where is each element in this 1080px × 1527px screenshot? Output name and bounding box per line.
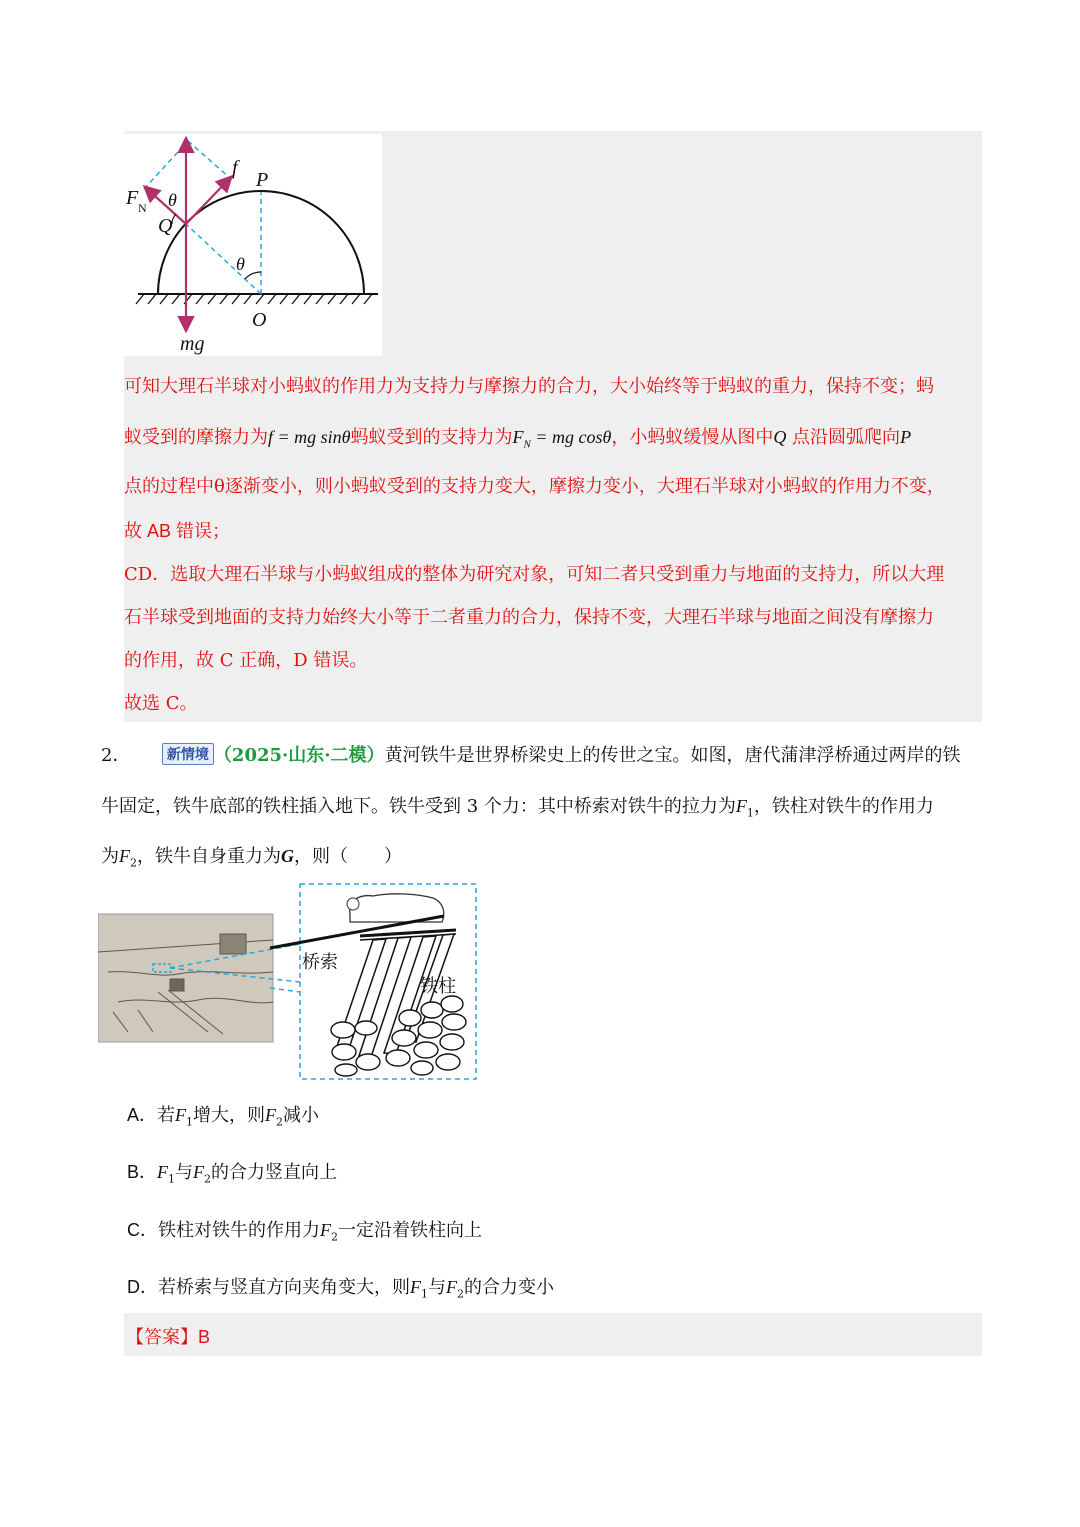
answer-label: 【答案】 (126, 1327, 198, 1348)
solution-line-4: 故 AB 错误； (124, 521, 231, 541)
question-2-line-2: 牛固定，铁牛底部的铁柱插入地下。铁牛受到 3 个力：其中桥索对铁牛的拉力为$F_1$，铁柱对铁牛的作用力 (101, 796, 934, 820)
solution-line-3: 点的过程中θ逐渐变小，则小蚂蚁受到的支持力变大，摩擦力变小，大理石半球对小蚂蚁的作用力不变， (124, 476, 945, 497)
solution-line-7: 的作用，故 C 正确，D 错误。 (124, 650, 368, 671)
label-cable: 桥索 (302, 952, 338, 973)
option-a[interactable]: A．若$F_1$增大，则$F_2$减小 (127, 1105, 320, 1129)
label-O: O (252, 309, 267, 331)
label-theta-mid: θ (236, 254, 245, 274)
question-2-line-1 (101, 741, 961, 767)
hemisphere-arc (158, 191, 364, 294)
solution-line-2: 蚁受到的摩擦力为f = mg sinθ蚂蚁受到的支持力为$F_N$ = mg cosθ，小蚂蚁缓慢从图中Q 点沿圆弧爬向P (124, 427, 912, 451)
question-source: （2025·山东·二模） (213, 745, 385, 766)
label-f: f (232, 157, 238, 179)
label-theta-top: θ (168, 190, 177, 210)
solution-line-5: CD．选取大理石半球与小蚂蚁组成的整体为研究对象，可知二者只受到重力与地面的支持力，所以大理 (124, 564, 945, 585)
new-context-tag: 新情境 (162, 743, 214, 765)
answer-value: B (198, 1327, 211, 1347)
label-FN: F (126, 187, 139, 209)
ground-hatching (136, 294, 372, 304)
label-P: P (256, 169, 269, 191)
question-2-line-3: 为$F_2$，铁牛自身重力为G，则（ ） (101, 846, 402, 870)
question-text-1: 黄河铁牛是世界桥梁史上的传世之宝。如图，唐代蒲津浮桥通过两岸的铁 (384, 745, 961, 766)
option-c[interactable]: C．铁柱对铁牛的作用力$F_2$一定沿着铁柱向上 (127, 1220, 482, 1244)
answer-bar (124, 1313, 982, 1356)
force-diagram-figure (124, 134, 382, 356)
iron-ox-svg (98, 882, 478, 1082)
label-mg: mg (180, 333, 205, 355)
friction-equation: f = mg sinθ (268, 427, 351, 447)
option-d[interactable]: D．若桥索与竖直方向夹角变大，则$F_1$与$F_2$的合力变小 (127, 1277, 554, 1301)
solution-line-6: 石半球受到地面的支持力始终大小等于二者重力的合力，保持不变，大理石半球与地面之间没有摩擦力 (124, 607, 934, 628)
solution-line-8: 故选 C。 (124, 693, 198, 714)
bridge-photo (98, 914, 273, 1042)
solution-line-1: 可知大理石半球对小蚂蚁的作用力为支持力与摩擦力的合力，大小始终等于蚂蚁的重力，保持不变；蚂 (124, 376, 934, 397)
question-number: 2． (101, 745, 131, 766)
answer-text (126, 1323, 210, 1349)
iron-ox-figure (98, 882, 478, 1082)
force-diagram-svg (124, 134, 382, 356)
label-pillar: 铁柱 (420, 976, 456, 997)
option-b[interactable]: B．$F_1$与$F_2$的合力竖直向上 (127, 1162, 338, 1186)
label-FN-sub: N (138, 201, 147, 215)
normal-force-equation: $F_N$ = mg cosθ (512, 427, 612, 451)
label-Q: Q (158, 215, 173, 237)
